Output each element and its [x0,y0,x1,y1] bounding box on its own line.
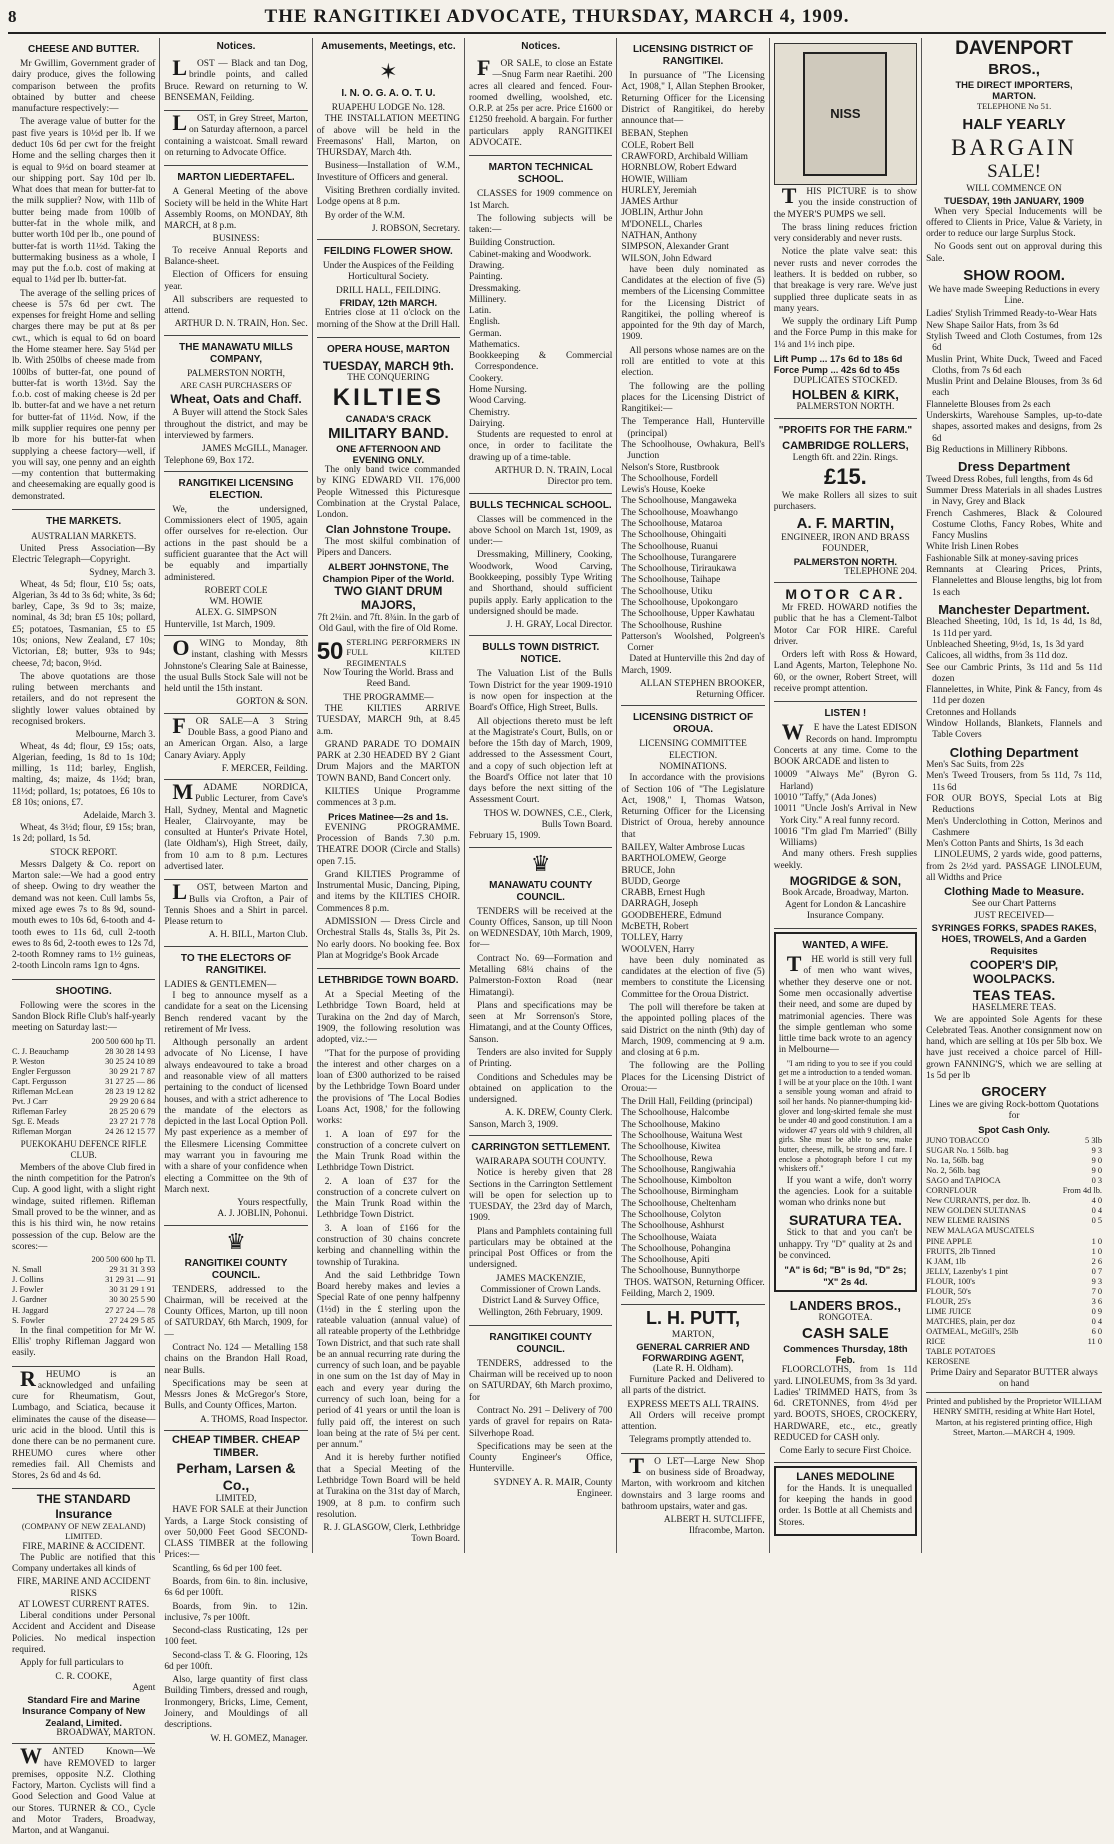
list-item: WOOLVEN, Harry [621,944,695,955]
list-item: The Schoolhouse, Mangaweka [621,496,737,507]
article-title: THE MARKETS. [46,515,122,527]
list-item: The Schoolhouse, Upper Kawhatau [621,609,755,620]
cambridge-rollers-ad: "PROFITS FOR THE FARM." CAMBRIDGE ROLLERS, Length 6ft. and 22in. Rings. £15. We make Rollers all sizes to suit purchasers. A. F. MARTIN, ENGINEER, IRON AND BRASS FOUNDER, PALMERSTON NORTH. TELEPHONE 204. [774,419,917,584]
list-item: DARRAGH, Joseph [621,899,698,910]
list-item: MATCHES, plain, per doz 0 4 [926,1317,1103,1327]
list-item: McBETH, Robert [621,921,689,932]
list-item: The Schoolhouse, Rangiwahia [621,1164,736,1175]
list-item: The Schoolhouse, Ohingaiti [621,530,727,541]
list-item: JAMES Arthur [621,197,678,208]
list-item: Calicoes, all widths, from 3s 11d doz. [926,651,1068,662]
table-row: Rifleman McLean 28 23 19 12 82 [12,1086,156,1096]
licensing-oroua-ad: LICENSING DISTRICT OF OROUA. LICENSING COMMITTEE ELECTION. NOMINATIONS. In accordance with the provisions of Section 106 of "The Legislature Act, 1908," I, Thomas Watson, Returning Officer for the Licensing District of Oroua, hereby announce that BAILEY, Walter Ambrose Lucas BARTHOLOMEW, George BRUCE, John BUDD, George CRABB, Ernest Hugh DARRAGH, Joseph GOODBEHERE, Edmund McBETH, Robert TOLLEY, Harry WOOLVEN, Harry have been duly nominated as candidates at the election of five (5) members to constitute the Licensing Committee for the Oroua District. The poll will therefore be taken at the appointed polling places of the said District on the ninth (9th) day of March, 1909, commencing at 9 a.m. and closing at 6 p.m. The following are the Polling Places for the Licensing District of Oroua:— The Drill Hall, Feilding (principal) The Schoolhouse, Halcombe The Schoolhouse, Makino The Schoolhouse, Waituna West The Schoolhouse, Kiwitea The Schoolhouse, Rewa The Schoolhouse, Rangiwahia The Schoolhouse, Kimbolton The Schoolhouse, Birmingham The Schoolhouse, Cheltenham The Schoolhouse, Colyton The Schoolhouse, Ashhurst The Schoolhouse, Waiata The Schoolhouse, Pohangina The Schoolhouse, Apiti The Schoolhouse, Bunnythorpe THOS. WATSON, Returning Officer. Feilding, March 2, 1909. [621,706,764,1305]
list-item: 10016 "I'm glad I'm Married" (Billy Williams) [773,826,918,849]
list-item: The Schoolhouse, Ashhurst [621,1221,725,1232]
list-item: FLOUR, 50's 7 0 [926,1286,1103,1296]
list-item: Wood Carving. [469,396,527,407]
list-item: The Schoolhouse, Pohangina [621,1243,731,1254]
turner-ad: WANTED Known—We have REMOVED to larger premises, opposite N.Z. Clothing Factory, Marton. Cyclists will find a Good Selection and Good Value at our Stores. TURNER & CO., Cycle and Motor Traders, Broadway, Marton, and at Wanganui. [12,1743,156,1837]
column-4 [465,38,617,1553]
crest-icon: ♛ [530,850,551,876]
rheumo-ad: RHEUMO is an acknowledged and unfailing cure for Rheumatism, Gout, Lumbago, and Sciatica, because it eliminates the cause of the disease—uric acid in the blood. Until this is done there can be no permanent cure. RHEUMO cures where other remedies fail. All Chemists and Stores, 2s 6d and 4s 6d. [12,1367,155,1490]
list-item: Muslin Print and Delaine Blouses, from 3s 6d each [926,377,1103,399]
list-item: The Schoolhouse, Utiku [621,586,713,597]
list-item: NEW GOLDEN SULTANAS 0 4 [926,1206,1103,1216]
list-item: Home Nursing. [469,385,527,396]
publisher-imprint: Printed and published by the Proprietor WILLIAM HENRY SMITH, residing at White Hart Hotel, Marton, at his registered printing office, High Street, Marton.—MARCH 4, 1909. [926,1392,1102,1437]
list-item: Cabinet-making and Woodwork. [469,249,592,260]
list-item: New Shape Sailor Hats, from 3s 6d [926,320,1059,331]
column-7 [922,38,1106,1553]
column-2 [160,38,312,1744]
list-item: Fashionable Silk at money-saving prices [926,553,1079,564]
list-item: French Cashmeres, Black & Coloured Costume Cloths, Fancy Robes, White and Fancy Muslins [926,508,1103,542]
lost-parcel-ad: LOST, in Grey Street, Marton, on Saturday afternoon, a parcel containing a waistcoat. Small reward on returning to Advocate Office. [164,111,307,166]
list-item: The Schoolhouse, Turangarere [621,552,737,563]
list-item: The Schoolhouse, Fordell [621,473,718,484]
list-item: CORNFLOUR From 4d lb. [926,1186,1103,1196]
table-row: Engler Fergusson 30 29 21 7 87 [12,1066,156,1076]
grocery-price-list [926,1136,1102,1368]
myers-pump-ad: NISS THIS PICTURE is to show you the inside construction of the MYER'S PUMPS we sell. The brass lining reduces friction very considerably and never rusts. Notice the plate valve seat: this never rusts and never corrodes the leathers. It is bedded on rubber, so that breakage is very rare. We've just supplied three duplicate seats in as many years. We supply the ordinary Lift Pump and the Force Pump in this make for 1¼ and 1½ inch pipe. Lift Pump ... 17s 6d to 18s 6d Force Pump ... 42s 6d to 45s DUPLICATES STOCKED. HOLBEN & KIRK, PALMERSTON NORTH. [774,38,917,419]
list-item: The Schoolhouse, Halcombe [621,1108,730,1119]
list-item: The Schoolhouse, Waituna West [621,1131,743,1142]
lost-shoes-ad: LOST, between Marton and Bulls via Crofton, a Pair of Tennis Shoes and a Shirt in parcel. Please return to A. H. BILL, Marton Club. [164,880,307,946]
medoline-ad: LANES MEDOLINE for the Hands. It is unequalled for keeping the hands in good order. 1s Bottle at all Chemists and Stores. [774,1466,917,1536]
table-row: P. Weston 30 25 24 10 89 [12,1056,156,1066]
list-item: Men's Sac Suits, from 22s [926,760,1024,771]
list-item: Building Construction. [469,238,555,249]
list-item: Window Hollands, Blankets, Flannels and Table Covers [926,718,1103,741]
list-item: The Schoolhouse, Moawhango [621,507,738,518]
list-item: The Schoolhouse, Kiwitea [621,1142,721,1153]
list-item: RICE 11 0 [926,1337,1103,1347]
list-item: Stylish Tweed and Cloth Costumes, from 12s 6d [926,332,1103,354]
manchester-list [926,617,1102,741]
licensing-rangitikei-ad: LICENSING DISTRICT OF RANGITIKEI. In pursuance of "The Licensing Act, 1908," I, Allan Stephen Brooker, Returning Officer for the Licensing District of Rangitikei, do hereby announce that— BEBAN, Stephen COLE, Robert Bell CRAWFORD, Archibald William HORNBLOW, Robert Edward HOWIE, William HURLEY, Jeremiah JAMES Arthur JOBLIN, Arthur John M'DONELL, Charles NATHAN, Anthony SIMPSON, Alexander Grant WILSON, John Edward have been duly nominated as Candidates at the election of five (5) members of the Licensing Committee for the Licensing District of Rangitikei, the polling whereof is appointed for the 9th day of March, 1909. All persons whose names are on the roll are entitled to vote at this election. The following are the polling places for the Licensing District of Rangitikei:— The Temperance Hall, Hunterville (principal) The Schoolhouse, Owhakura, Bell's Junction Nelson's Store, Rustbrook The Schoolhouse, Fordell Lewis's House, Koeke The Schoolhouse, Mangaweka The Schoolhouse, Moawhango The Schoolhouse, Mataroa The Schoolhouse, Ohingaiti The Schoolhouse, Ruanui The Schoolhouse, Turangarere The Schoolhouse, Tiriraukawa The Schoolhouse, Taihape The Schoolhouse, Utiku The Schoolhouse, Upokongaro The Schoolhouse, Upper Kawhatau The Schoolhouse, Rushine Patterson's Woolshed, Polgreen's Corner Dated at Hunterville this 2nd day of March, 1909. ALLAN STEPHEN BROOKER, Returning Officer. [621,38,764,706]
list-item: TABLE POTATOES [926,1347,996,1357]
list-item: 10010 "Taffy," (Ada Jones) [773,792,877,803]
motor-car-ad: MOTOR CAR. Mr FRED. HOWARD notifies the public that he has a Clement-Talbot Motor Car FOR HIRE. Careful driver. Orders left with Ross & Howard, Land Agents, Marton, Telephone No. 60, or the owner, Robert Street, will receive prompt attention. [774,583,917,702]
section-title: Notices. [521,41,561,52]
list-item: HOWIE, William [621,174,688,185]
for-sale-ad: FOR SALE—A 3 String Double Bass, a good Piano and an American Organ. Also, a large Canary Aviary. Apply F. MERCER, Feilding. [164,714,307,780]
list-item: Tweed Dress Robes, full lengths, from 4s 6d [926,474,1093,485]
list-item: German. [469,328,502,339]
list-item: CRABB, Ernest Hugh [621,888,705,899]
showroom-list [926,309,1102,456]
list-item: Lewis's House, Koeke [621,485,706,496]
list-item: Men's Tweed Trousers, from 5s 11d, 7s 11d, 11s 6d [926,771,1103,793]
manawatu-mills-ad: THE MANAWATU MILLS COMPANY, PALMERSTON NORTH, ARE CASH PURCHASERS OF Wheat, Oats and Chaff. A Buyer will attend the Stock Sales throughout the district, and may be interviewed by farmers. JAMES McGILL, Manager. Telephone 69, Box 172. [164,336,307,472]
list-item: Ladies' Stylish Trimmed Ready-to-Wear Hats [926,309,1097,320]
column-5 [617,38,769,1553]
list-item: Dressmaking. [469,283,521,294]
list-item: KEROSENE [926,1357,970,1367]
emblem-icon: ✶ [379,59,398,84]
list-item: Bookkeeping & Commercial Correspondence. [469,351,613,373]
list-item: The Schoolhouse, Owhakura, Bell's Junction [621,440,765,462]
list-item: GOODBEHERE, Edmund [621,910,722,921]
wanted-wife-ad: WANTED, A WIFE. THE world is still very full of men who want wives, whether they deserve one or not. Some men occasionally advertise their need, and some are duped by matrimonial agencies. There was the simple gentleman who some little time back wrote to an agency in Melbourne— "I am riding to you to see if you could get me a introduction to a tended woman. I will be at your place on the 10th. I want a sensible young woman and afraid to soil her hands. No pianner-thumping kid-glover and long-skirted female she must be under 40 and good constitution. I am a widower 47 years old with 9 children, all girls. She must be able to sew, make butter, cheese, milk, be strong and fare. I enclose a photograph before I cut my whiskers off." If you want a wife, don't worry the agencies. Look for a suitable woman who drinks none but SURATURA TEA. Stick to that and you can't be unhappy. Try "D" quality at 2s and be convinced. "A" is 6d; "B" is 9d, "D" 2s; "X" 2s 4d. [774,932,917,1292]
candidate-list [621,843,764,956]
list-item: The Schoolhouse, Ruanui [621,541,718,552]
pump-icon: NISS [803,52,887,176]
list-item: The Schoolhouse, Kimbolton [621,1176,732,1187]
list-item: Summer Dress Materials in all shades Lustres in Navy, Grey and Black [926,486,1103,508]
list-item: Big Reductions in Millinery Ribbons. [926,444,1068,455]
list-item: The Schoolhouse, Makino [621,1119,721,1130]
bulls-town-ad: BULLS TOWN DISTRICT. NOTICE. The Valuation List of the Bulls Town District for the year 1909-1910 is now open for inspection at the Board's Office, High Street, Bulls. All objections thereto must be left at the Magistrate's Court, Bulls, on or before the 15th day of March, 1909, addressed to the Assessment Court, and a copy of such objection left at the Board's Office not later that 10 days before the next sitting of the Assessment Court. THOS W. DOWNES, C.E., Clerk, Bulls Town Board. February 15, 1909. [469,636,612,847]
list-item: Flannelettes, in White, Pink & Fancy, from 4s 11d per dozen [926,685,1103,707]
bulls-technical-ad: BULLS TECHNICAL SCHOOL. Classes will be commenced in the above School on March 1st, 1909, as under:— Dressmaking, Millinery, Cooking, Woodwork, Wood Carving, Bookkeeping, possibly Type Writing and Shorthand, should sufficient pupils apply. Early application to the undersigned should be made. J. H. GRAY, Local Director. [469,494,612,637]
polling-list [621,1097,764,1278]
list-item: Bleached Sheeting, 10d, 1s 1d, 1s 4d, 1s 8d, 1s 11d per yard. [926,617,1103,639]
list-item: M'DONELL, Charles [621,219,703,230]
subject-list [469,238,612,430]
list-item: Men's Cotton Pants and Shirts, 1s 3d each [926,839,1084,850]
list-item: Chemistry. [469,407,510,418]
table-row: C. J. Beauchamp 28 30 28 14 93 [12,1046,156,1056]
list-item: No. 1a, 56lb. bag 9 0 [926,1155,1103,1165]
list-item: Flannelette Blouses from 2s each [926,399,1051,410]
clothing-list [926,760,1102,850]
table-row: Capt. Fergusson 31 27 25 — 86 [12,1076,156,1086]
table-row: J. Gardner 30 30 25 5 90 [12,1295,156,1305]
list-item: Men's Underclothing in Cotton, Merinos and Cashmere [926,816,1103,838]
list-item: JOBLIN, Arthur John [621,208,703,219]
iogt-lodge-ad: ✶ I. N. O. G. A. O. T. U. RUAPEHU LODGE No. 128. THE INSTALLATION MEETING of above will be held in the Freemasons' Hall, Marton, on THURSDAY, March 4th. Business—Installation of W.M., Investiture of Officers and general. Visiting Brethren cordially invited. Lodge opens at 8 p.m. By order of the W.M. J. ROBSON, Secretary. [317,56,460,240]
list-item: The Schoolhouse, Apiti [621,1255,710,1266]
list-item: The Schoolhouse, Bunnythorpe [621,1266,740,1277]
article-title: CHEESE AND BUTTER. [28,44,140,55]
lost-dog-ad: LOST — Black and tan Dog, brindle points, and called Bruce. Reward on returning to W. BENSEMAN, Feilding. [164,56,307,111]
list-item: 10011 "Uncle Josh's Arrival in New York City." A real funny record. [773,804,918,826]
list-item: LIME JUICE 0 9 [926,1307,1103,1317]
table-row: J. Collins 31 29 31 — 91 [12,1275,156,1285]
pump-illustration [774,43,917,185]
list-item: Latin. [469,306,492,317]
list-item: White Irish Linen Robes [926,542,1019,553]
technical-school-ad: MARTON TECHNICAL SCHOOL. CLASSES for 1909 commence on 1st March. The following subjects will be taken:— Building Construction. Cabinet-making and Woodwork. Drawing. Painting. Dressmaking. Millinery. Latin. English. German. Mathematics. Bookkeeping & Commercial Correspondence. Cookery. Home Nursing. Wood Carving. Chemistry. Dairying. Students are requested to enrol at once, in order to facilitate the drawing up of a time-table. ARTHUR D. N. TRAIN, Local Director pro tem. [469,156,612,493]
list-item: Muslin Print, White Duck, Tweed and Faced Cloths, from 7s 6d each [926,354,1103,376]
liedertafel-ad: MARTON LIEDERTAFEL. A General Meeting of the above Society will be held in the White Hart Assembly Rooms, on MONDAY, 8th MARCH, at 8 p.m. BUSINESS: To receive Annual Reports and Balance-sheet. Election of Officers for ensuing year. All subscribers are requested to attend. ARTHUR D. N. TRAIN, Hon. Sec. [164,166,307,335]
table-row: Rifleman Morgan 24 26 12 15 77 [12,1127,156,1137]
list-item: OATMEAL, McGill's, 25lb 6 0 [926,1327,1103,1337]
list-item: The Schoolhouse, Colyton [621,1210,722,1220]
list-item: Painting. [469,272,503,283]
crest-icon: ♛ [226,1228,246,1254]
list-item: PINE APPLE 1 0 [926,1236,1103,1246]
list-item: COLE, Robert Bell [621,140,695,151]
list-item: The Temperance Hall, Hunterville (principal) [621,417,765,439]
column-6 [770,38,922,1553]
list-item: FLOUR, 100's 9 3 [926,1276,1103,1286]
score-table [12,1265,155,1325]
list-item: Millinery. [469,294,507,305]
list-item: BAILEY, Walter Ambrose Lucas [621,843,745,853]
markets-article: THE MARKETS. AUSTRALIAN MARKETS. United Press Association—By Electric Telegraph—Copyright. Sydney, March 3. Wheat, 4s 5d; flour, £10 5s; oats, Algerian, 3s 4d to 3s 6d; white, 3s 6d; barley, Cape, 3s 9d to 3s; maize, nominal, 4s 3d; bran £5 10s; pollard, £5; potatoes, Tasmanian, £5 to £5 10s; onions, New Zealand, £7 10s; Victorian, £8; butter, 93s to 94s; cheese, 7d; bacon, 9½d. The above quotations are those ruling between merchants and retailers, and do not represent the slightly lower values obtained by recognised brokers. Melbourne, March 3. Wheat, 4s 4d; flour, £9 15s; oats, Algerian, feeding, 1s 8d to 1s 10d; milling, 1s 11d; barley, English, malting, 4s; maize, 4s 1½d; bran, 11½d; pollard, 1s; potatoes, £6 10s to £8 10s; onions, £7. Adelaide, March 3. Wheat, 4s 3½d; flour, £9 15s; bran, 1s 2d; pollard, 1s 5d. STOCK REPORT. Messrs Dalgety & Co. report on Marton sale:—We had a good entry of sheep. Owing to dry weather the demand was not keen. Cull lambs 5s, mixed age ewes 7s to 8s 9d, sound-mouth ewes to 10s 6d, 6-tooth and 4-tooth ewes to 11s 6d, cull 2-tooth ewes to 8s 6d, 2-tooth ewes to 12s 7d, 2-tooth Romney rams to 1½ guineas, 2-tooth Lincoln rams 1gn to 4gns. [12,510,155,980]
table-row: N. Small 29 31 31 3 93 [12,1265,156,1275]
masthead-title: THE RANGITIKEI ADVOCATE, THURSDAY, MARCH 4, 1909. [264,6,850,27]
farm-sale-ad: FOR SALE, to close an Estate—Snug Farm near Raetihi. 200 acres all cleared and fenced. Four-roomed dwelling, woolshed, etc. O.R.P. at 25s per acre. Price £1600 or £1250 freehold. A bargain. For further particulars apply RANGITIKEI ADVOCATE. [469,56,612,156]
list-item: 10009 "Always Me" (Byron G. Harland) [773,770,918,792]
section-title: Notices. [216,41,256,52]
table-row: S. Fowler 27 24 29 5 85 [12,1315,156,1325]
list-item: SIMPSON, Alexander Grant [621,242,729,253]
list-item: BARTHOLOMEW, George [621,854,727,865]
davenport-ad: DAVENPORT BROS., THE DIRECT IMPORTERS, MARTON. TELEPHONE No 51. HALF YEARLY BARGAIN SALE! WILL COMMENCE ON TUESDAY, 19th JANUARY, 1909 When very Special Inducements will be offered to Clients in Price, Value & Variety, in order to reduce our large Surplus Stock. No Goods sent out on approval during this Sale. SHOW ROOM. We have made Sweeping Reductions in every Line. Ladies' Stylish Trimmed Ready-to-Wear Hats New Shape Sailor Hats, from 3s 6d Stylish Tweed and Cloth Costumes, from 12s 6d Muslin Print, White Duck, Tweed and Faced Cloths, from 7s 6d each Muslin Print and Delaine Blouses, from 3s 6d each Flannelette Blouses from 2s each Underskirts, Warehouse Samples, up-to-date shapes, assorted makes and designs, from 2s 6d Big Reductions in Millinery Ribbons. Dress Department Tweed Dress Robes, full lengths, from 4s 6d Summer Dress Materials in all shades Lustres in Navy, Grey and Black French Cashmeres, Black & Coloured Costume Cloths, Fancy Robes, White and Fancy Muslins White Irish Linen Robes Fashionable Silk at money-saving prices Remnants at Clearing Prices, Prints, Flannelettes and Blouse lengths, big lot from 1s each Manchester Department. Bleached Sheeting, 10d, 1s 1d, 1s 4d, 1s 8d, 1s 11d per yard. Unbleached Sheeting, 9½d, 1s, 1s 3d yard Calicoes, all widths, from 3s 11d doz. See our Cambric Prints, 3s 11d and 5s 11d dozen Flannelettes, in White, Pink & Fancy, from 4s 11d per dozen Cretonnes and Hollands Window Hollands, Blankets, Flannels and Table Covers Clothing Department Men's Sac Suits, from 22s Men's Tweed Trousers, from 5s 11d, 7s 11d, 11s 6d FOR OUR BOYS, Special Lots at Big Reductions Men's Underclothing in Cotton, Merinos and Cashmere Men's Cotton Pants and Shirts, 1s 3d each LINOLEUMS, 2 yards wide, good patterns, from 2s 2½d yard. PASSAGE LINOLEUM, all Widths and Price Clothing Made to Measure. See our Chart Patterns JUST RECEIVED— SYRINGES FORKS, SPADES RAKES, HOES, TROWELS, And a Garden Requisites COOPER'S DIP, WOOLPACKS. TEAS TEAS. HASELMERE TEAS. We are appointed Sole Agents for these Celebrated Teas. Another consignment now on hand, which are selling at 10s per 5lb box. We have just received a choice parcel of Hill-grown FANNING'S, which we are selling at 1s 5d per lb GROCERY Lines we are giving Rock-bottom Quotations for Spot Cash Only. JUNO TOBACCO 5 3lb SUGAR No. 1 56lb. bag 9 3 No. 1a, 56lb. bag 9 0 No. 2, 56lb. bag 9 0 SAGO and TAPIOCA 0 3 CORNFLOUR From 4d lb. New CURRANTS, per doz. lb. 4 0 NEW GOLDEN SULTANAS 0 4 NEW ELEME RAISINS 0 5 NEW MALAGA MUSCATELS PINE APPLE 1 0 FRUITS, 2lb Tinned 1 0 K JAM, 1lb 2 6 JELLY, Lazenby's 1 pint 0 7 FLOUR, 100's 9 3 FLOUR, 50's 7 0 FLOUR, 25's 3 6 LIME JUICE 0 9 MATCHES, plain, per doz 0 4 OATMEAL, McGill's, 25lb 6 0 RICE 11 0 TABLE POTATOES KEROSENE Prime Dairy and Separator BUTTER always on hand Printed and published by the Proprietor WILLIAM HENRY SMITH, residing at White Hart Hotel, Marton, at his registered printing office, High Street, Marton.—MARCH 4, 1909. [926,38,1103,1438]
polling-list [621,417,764,654]
list-item: NATHAN, Anthony [621,230,697,241]
list-item: Dairying. [469,418,505,429]
list-item: FOR OUR BOYS, Special Lots at Big Reductions [926,793,1103,816]
list-item: The Schoolhouse, Upokongaro [621,597,738,608]
dress-list [926,475,1102,599]
list-item: SAGO and TAPIOCA 0 3 [926,1176,1103,1186]
to-let-ad: TO LET—Large New Shop on business side of Broadway, Marton, with workroom and kitchen downstairs and 3 large rooms and bathroom upstairs, water and gas. ALBERT H. SUTCLIFFE, Ilfracombe, Marton. [621,1452,765,1537]
list-item: The Schoolhouse, Rewa [621,1153,713,1164]
list-item: NEW MALAGA MUSCATELS [926,1226,1035,1236]
list-item: FRUITS, 2lb Tinned 1 0 [926,1246,1103,1256]
list-item: The Schoolhouse, Birmingham [621,1187,739,1198]
list-item: HURLEY, Jeremiah [621,185,697,196]
list-item: FLOUR, 25's 3 6 [926,1297,1103,1307]
list-item: WILSON, John Edward [621,253,712,264]
list-item: TOLLEY, Harry [621,933,683,944]
list-item: Underskirts, Warehouse Samples, up-to-date shapes, assorted makes and designs, from 2s 6d [926,411,1103,444]
table-row: Rifleman Farley 28 25 20 6 79 [12,1107,156,1117]
list-item: Patterson's Woolshed, Polgreen's Corner [621,631,765,654]
record-list [774,770,917,849]
table-row: Pvt. J Carr 29 29 20 6 84 [12,1097,156,1106]
nordica-ad: MADAME NORDICA, Public Lecturer, from Cave's Hall, Sydney, Mental and Magnetic Healer, Clairvoyante, may be consulted at Hunter's Private Hotel, (late Oldham's), High Street, daily, from 10 a.m to 8 p.m. Lectures advertised later. [164,780,307,880]
column-1 [8,38,160,1837]
rangitikei-council-gravel-ad: RANGITIKEI COUNTY COUNCIL. TENDERS, addressed to the Chairman will be received up to noon on SATURDAY, 6th March proximo, for Contract No. 291 – Delivery of 700 yards of gravel for repairs on Rata-Silverhope Road. Specifications may be seen at the County Engineer's Office, Hunterville. SYDNEY A. R. MAIR, County Engineer. [469,1331,613,1499]
list-item: Cookery. [469,373,504,384]
list-item: The Schoolhouse, Cheltenham [621,1198,737,1209]
flower-show-ad: FEILDING FLOWER SHOW. Under the Auspices of the Feilding Horticultural Society. DRILL HALL, FEILDING. FRIDAY, 12th MARCH. Entries close at 11 o'clock on the morning of the Show at the Drill Hall. [317,240,460,338]
table-row: H. Jaggard 27 27 24 — 78 [12,1305,156,1315]
list-item: English. [469,317,501,328]
list-item: See our Cambric Prints, 3s 11d and 5s 11d dozen [926,662,1103,684]
list-item: Remnants at Clearing Prices, Prints, Flannelettes and Blouse lengths, big lot from 1s each [926,564,1103,598]
standard-insurance-ad: THE STANDARD Insurance (COMPANY OF NEW ZEALAND) LIMITED. FIRE, MARINE & ACCIDENT. The Public are notified that this Company undertakes all kinds of FIRE, MARINE AND ACCIDENT RISKS AT LOWEST CURRENT RATES. Liberal conditions under Personal Accident and Accident and Disease Policies. No medical inspection required. Apply for full particulars to C. R. COOKE, Agent Standard Fire and Marine Insurance Company of New Zealand, Limited. BROADWAY, MARTON. [12,1489,155,1744]
stock-sale-ad: OWING to Monday, 8th instant, clashing with Messrs Johnstone's Clearing Sale at Bainesse, the usual Bulls Stock Sale will not be held until the 15th instant. GORTON & SON. [164,636,307,714]
edison-records-ad: LISTEN ! WE have the Latest EDISON Records on hand. Impromptu Concerts at any time. Come to the BOOK ARCADE and listen to 10009 "Always Me" (Byron G. Harland) 10010 "Taffy," (Ada Jones) 10011 "Uncle Josh's Arrival in New York City." A real funny record. 10016 "I'm glad I'm Married" (Billy Williams) And many others. Fresh supplies weekly. MOGRIDGE & SON, Book Arcade, Broadway, Marton. Agent for London & Lancashire Insurance Company. [774,702,917,929]
column-3 [313,38,465,1553]
list-item: The Schoolhouse, Waiata [621,1232,717,1243]
putt-ad: L. H. PUTT, MARTON, GENERAL CARRIER AND FORWARDING AGENT, (Late R. H. Oldham). Furniture Packed and Delivered to all parts of the district. EXPRESS MEETS ALL TRAINS. All Orders will receive prompt attention. Telegrams promptly attended to. [621,1305,764,1453]
article-title: SHOOTING. [55,985,112,997]
list-item: The Schoolhouse, Rushine [621,620,722,631]
electors-ad: TO THE ELECTORS OF RANGITIKEI. LADIES & GENTLEMEN— I beg to announce myself as a candidate for a seat on the Licensing Bench rendered vacant by the retirement of Mr Ivess. Although personally an ardent advocate of No License, I have always endeavoured to take a broad and reasonable view of all matters pertaining to the conduct of licensed houses, and with a strict adherence to the mandate of the electors as depicted in the last Local Option Poll. My past experience as a member of the Ellesmere Licensing Committee may warrant you in favouring me with a share of your confidence when electing a Committee on the 9th of March next. Yours respectfully, A. J. JOBLIN, Pohonui. [164,947,307,1226]
list-item: Mathematics. [469,339,520,350]
kilties-ad: OPERA HOUSE, MARTON TUESDAY, MARCH 9th. THE CONQUERING KILTIES CANADA'S CRACK MILITARY BAND. ONE AFTERNOON AND EVENING ONLY. The only band twice commanded by KING EDWARD VII. 176,000 People Witnessed this Picturesque Combination at the Crystal Palace, London. Clan Johnstone Troupe. The most skilful combination of Pipers and Dancers. ALBERT JOHNSTONE, The Champion Piper of the World. TWO GIANT DRUM MAJORS, 7ft 2¼in. and 7ft. 8¾in. In the garb of Old Gaul, with the fire of Old Rome. 50 STERLING PERFORMERS IN FULL KILTED REGIMENTALS Now Touring the World. Brass and Reed Band. THE PROGRAMME— THE KILTIES ARRIVE TUESDAY, MARCH 9th, at 8.45 a.m. GRAND PARADE TO DOMAIN PARK at 2.30 HEADED BY 2 Giant Drum Majors and the MARTON TOWN BAND, Band Concert only. KILTIES Unique Programme commences at 3 p.m. Prices Matinee—2s and 1s. EVENING PROGRAMME. Procession of Bands 7.30 p.m. THEATRE DOOR (Circle and Stalls) open 7.15. Grand KILTIES Programme of Instrumental Music, Dancing, Piping, and items by the KILTIES CHOIR. Commences 8 p.m. ADMISSION — Dress Circle and Orchestral Stalls 4s, Stalls 3s, Pit 2s. No early doors. No booking fee. Box Plan at Mogridge's Book Arcade [317,338,460,969]
shooting-article: SHOOTING. Following were the scores in the Sandon Block Rifle Club's half-yearly meeting on Saturday last:— 200 500 600 hp Tl. C. J. Beauchamp 28 30 28 14 93 P. Weston 30 25 24 10 89 Engler Fergusson 30 29 21 7 87 Capt. Fergusson 31 27 25 — 86 Rifleman McLean 28 23 19 12 82 Pvt. J Carr 29 29 20 6 84 Rifleman Farley 28 25 20 6 79 Sgt. E. Meads 23 27 21 7 78 Rifleman Morgan 24 26 12 15 77 PUEKOKAHU DEFENCE RIFLE CLUB. Members of the above Club fired in the ninth competition for the Patron's Cup. A good light, with a slight right windage, suited riflemen. Rifleman Small proved to be the winner, and as this is his third win, he now retains possession of the cup. Below are the scores:— 200 500 600 hp Tl. N. Small 29 31 31 3 93 J. Collins 31 29 31 — 91 J. Fowler 30 31 29 1 91 J. Gardner 30 30 25 5 90 H. Jaggard 27 27 24 — 78 S. Fowler 27 24 29 5 85 In the final competition for Mr W. Ellis' trophy Rifleman Jaggard won easily. [12,980,155,1367]
lethbridge-ad: LETHBRIDGE TOWN BOARD. At a Special Meeting of the Lethbridge Town Board, held at Turakina on the 2nd day of March, 1909, the following resolution was adopted, viz.:— "That for the purpose of providing the interest and other charges on a loan of £300 authorized to be raised by the Lethbridge Town Board under the provisions of 'The Local Bodies Loans Act, 1908,' for the following works: 1. A loan of £97 for the construction of a concrete culvert on the Main Trunk Road within the Lethbridge Town District. 2. A loan of £37 for the construction of a concrete culvert on the Main Trunk Road within the Lethbridge Town District. 3. A loan of £166 for the construction of 30 chains concrete kerbing and channelling within the township of Turakina. And the said Lethbridge Town Board hereby makes and levies a Special Rate of one penny halfpenny (1½d) in the £ sterling upon the rateable valuation (annual value) of all rateable property of the Lethbridge Town District, and that such rate shall be an annual recurring rate during the currency of such loan, and be payable in one sum on the 1st day of May in each and every year during the currency of such loan, being for a period of 41 years or until the loan is fully paid off, the interest on such loan being at the rate of 5¼ per cent. per annum." And it is hereby further notified that a Special Meeting of the Lethbridge Town Board will be held at Turakina on the 31st day of March, 1909, at 8 p.m. to confirm such resolution. R. J. GLASGOW, Clerk, Lethbridge Town Board. [316,975,461,1545]
list-item: Drawing. [469,260,505,271]
rangitikei-council-ad: ♛ RANGITIKEI COUNTY COUNCIL. TENDERS, addressed to the Chairman, will be received at the County Offices, Marton, up till noon of SATURDAY, 6th March, 1909, for— Contract No. 124 — Metalling 158 chains on the Brandon Hall Road, near Bulls. Specifications may be seen at Messrs Jones & McGregor's Store, Bulls, and County Offices, Marton. A. THOMS, Road Inspector. [164,1226,307,1431]
table-row: Sgt. E. Meads 23 27 21 7 78 [12,1117,156,1127]
columns [8,38,1106,1837]
section-title: Amusements, Meetings, etc. [321,41,456,52]
table-row: J. Fowler 30 31 29 1 91 [12,1285,156,1295]
manawatu-council-ad: ♛ MANAWATU COUNTY COUNCIL. TENDERS will be received at the County Offices, Sanson, up till Noon on WEDNESDAY, 10th March, 1909, for— Contract No. 69—Formation and Metalling 68¼ chains of the Palmerston-Foxton Road (near Himatangi). Plans and specifications may be seen at Mr Sorrenson's Store, Himatangi, and at the County Offices, Sanson. Tenders are also invited for Supply of Printing. Conditions and Schedules may be obtained on application to the undersigned. A. K. DREW, County Clerk. Sanson, March 3, 1909. [469,848,612,1136]
candidate-list [621,129,764,264]
list-item: Unbleached Sheeting, 9½d, 1s, 1s 3d yard [926,639,1084,650]
masthead [8,6,1106,34]
list-item: NEW ELEME RAISINS 0 5 [926,1216,1103,1226]
landers-ad: LANDERS BROS., RONGOTEA. CASH SALE Commences Thursday, 18th Feb. FLOORCLOTHS, from 1s 11d yard. LINOLEUMS, from 3s 3d yard. Ladies' TRIMMED HATS, from 3s 6d. CRETONNES, from 4½d per yard. BOOTS, SHOES, CROCKERY, HARDWARE, etc., etc., greatly REDUCED for CASH only. Come Early to secure First Choice. [774,1295,917,1463]
list-item: The Schoolhouse, Mataroa [621,518,723,529]
cheese-article: CHEESE AND BUTTER. Mr Gwillim, Government grader of dairy produce, gives the following comparison between the profits obtained by butter and cheese manufacture respectively:— The average value of butter for the past five years is 10½d per lb. If we deduct 10s 6d per cwt for the freight Home and the selling charges then it is equal to 9½d on board steamer at our shipping port. Say 10d per lb. What does that mean for butter-fat to the milk supplier? Now, with 11lb of butter being made from 100lb of butter-fat in the whole milk, and butter worth 10d per lb., one pound of butter-fat is worth 11½d. Taking the buttermaking business as a whole, I may put the f.o.b. cost of making at equal to 1¼d per lb. butter-fat. The average of the selling prices of cheese is 57s 6d per cwt. The expenses for freight Home and selling charges there may be put at 8s per cwt., which is equal to 6d on board the Home steamer here. Say 5¼d per lb. With 250lbs of cheese made from 100lbs of butter-fat, one pound of butter-fat is worth 13½d. Say the f.o.b. cost of making cheese is 2d per lb. butter-fat and we have a net return for butter-fat of 11½d. Now, if the milk supplier requires one penny per lb more for his butter-fat when supplying a cheese factory—well, if you will say, one penny and an eighth—my contention that buttermaking and cheesemaking are equally good is demonstrated. [12,38,155,510]
list-item: New CURRANTS, per doz. lb. 4 0 [926,1196,1103,1206]
list-item: K JAM, 1lb 2 6 [926,1256,1103,1266]
list-item: No. 2, 56lb. bag 9 0 [926,1166,1103,1175]
score-table [12,1047,155,1138]
list-item: HORNBLOW, Robert Edward [621,163,737,174]
list-item: The Schoolhouse, Taihape [621,575,721,586]
list-item: The Drill Hall, Feilding (principal) [621,1097,753,1108]
carrington-ad: CARRINGTON SETTLEMENT. WAIRARAPA SOUTH COUNTY. Notice is hereby given that 28 Sections in the Carrington Settlement will be open for selection up to TUESDAY, the 23rd day of March, 1909. Plans and Pamphlets containing full particulars may be obtained at the principal Post Offices or from the undersigned. JAMES MACKENZIE, Commissioner of Crown Lands. District Land & Survey Office, Wellington, 26th February, 1909. [469,1136,612,1326]
list-item: CRAWFORD, Archibald William [621,151,748,162]
list-item: JUNO TOBACCO 5 3lb [926,1135,1103,1145]
list-item: BEBAN, Stephen [621,129,689,140]
list-item: Nelson's Store, Rustbrook [621,462,720,473]
page-number: 8 [8,7,17,26]
list-item: BUDD, George [621,876,681,887]
list-item: SUGAR No. 1 56lb. bag 9 3 [926,1145,1103,1155]
list-item: JELLY, Lazenby's 1 pint 0 7 [926,1266,1103,1276]
licensing-election-ad: RANGITIKEI LICENSING ELECTION. We, the undersigned, Commissioners elect of 1905, again offer ourselves for re-election. Our actions in the past should be a sufficient guarantee that the Act will be equably and impartially administered. ROBERT COLE WM. HOWIE ALEX. G. SIMPSON Hunterville, 1st March, 1909. [164,472,307,636]
list-item: BRUCE, John [621,865,676,876]
list-item: The Schoolhouse, Tiriraukawa [621,564,737,575]
list-item: Cretonnes and Hollands [926,707,1017,718]
perham-ad: CHEAP TIMBER. CHEAP TIMBER. Perham, Larsen & Co., LIMITED, HAVE FOR SALE at their Junction Yards, a Large Stock consisting of over 50,000 Feet Good SECOND-CLASS TIMBER at the following Prices:— Scantling, 6s 6d per 100 feet. Boards, from 6in. to 8in. inclusive, 6s 6d per 100ft. Boards, from 9in. to 12in. inclusive, 7s per 100ft. Second-class Rusticating, 12s per 100 feet. Second-class T. & G. Flooring, 12s 6d per 100ft. Also, large quantity of first class Building Timbers, dressed and rough, Ironmongery, Bricks, Lime, Cement, Joinery, and Mouldings of all descriptions. W. H. GOMEZ, Manager. [164,1434,308,1744]
